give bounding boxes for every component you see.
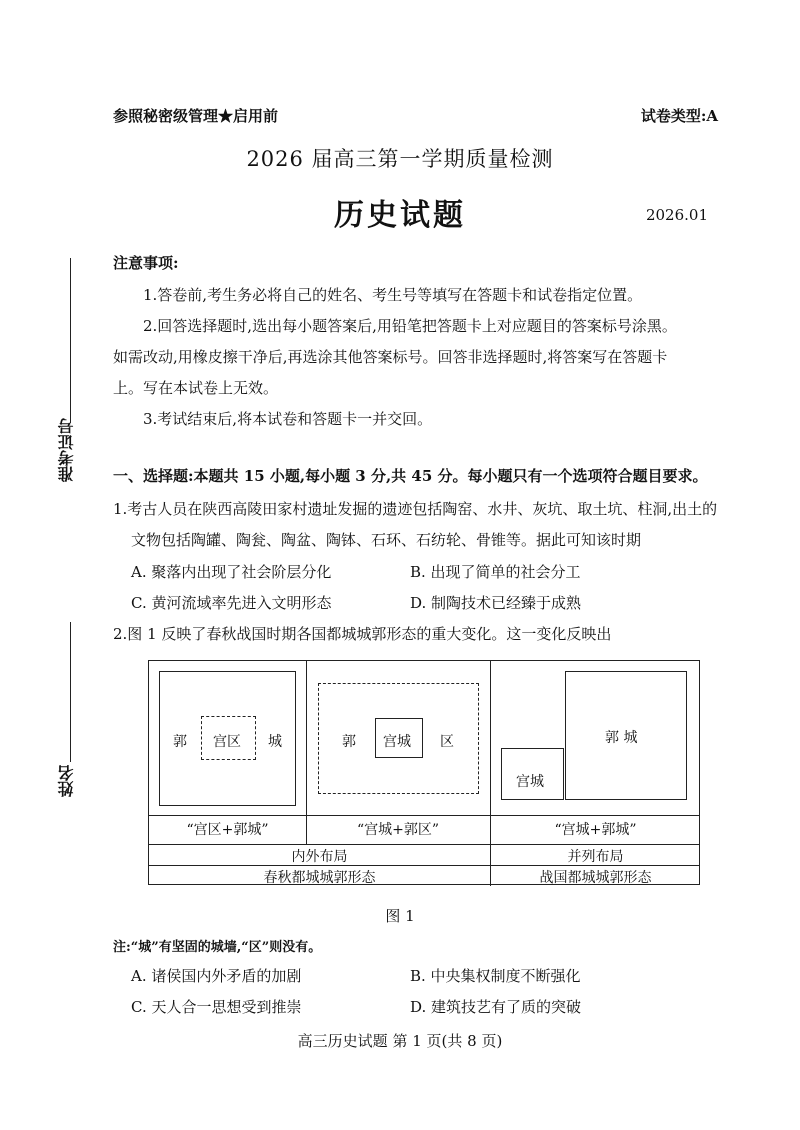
subject-title: 历史试题: [334, 198, 466, 233]
row-divider-1: [149, 815, 699, 816]
ticket-number-line: [70, 258, 71, 423]
layout-parallel: 并列布局: [567, 849, 624, 865]
confidential-label: 参照秘密级管理★启用前: [113, 107, 279, 125]
q2-stem: 2.图 1 反映了春秋战国时期各国都城城郭形态的重大变化。这一变化反映出: [113, 625, 612, 643]
figure-1-city-layouts: [148, 660, 700, 885]
panel1-gongqu: 宫区: [213, 734, 241, 750]
layout-inner-outer: 内外布局: [291, 849, 348, 865]
section-heading: 一、选择题:本题共 15 小题,每小题 3 分,共 45 分。每小题只有一个选项符合题目要求。: [113, 467, 708, 485]
panel3-gongcheng: 宫城: [516, 774, 544, 790]
ticket-number-label: 准考证号: [57, 418, 76, 482]
figure-caption: 图 1: [385, 907, 415, 925]
q1-option-d: D. 制陶技术已经臻于成熟: [410, 594, 582, 612]
label-gongcheng-guocheng: “宫城+郭城”: [554, 822, 637, 838]
page-footer: 高三历史试题 第 1 页(共 8 页): [297, 1032, 503, 1050]
q2-option-c: C. 天人合一思想受到推崇: [131, 998, 302, 1016]
notice-item-2-line-3: 上。写在本试卷上无效。: [113, 379, 279, 397]
label-gongcheng-guoqu: “宫城+郭区”: [356, 822, 440, 838]
era-warring-states: 战国都城城郭形态: [539, 870, 652, 886]
exam-title: 2026 届高三第一学期质量检测: [246, 147, 554, 171]
panel2-guo: 郭: [342, 734, 356, 750]
label-gongqu-guocheng: “宫区+郭城”: [186, 822, 269, 838]
notice-item-2-line-1: 2.回答选择题时,选出每小题答案后,用铅笔把答题卡上对应题目的答案标号涂黑。: [143, 317, 677, 335]
notice-heading: 注意事项:: [113, 254, 179, 272]
exam-date: 2026.01: [645, 206, 708, 224]
panel-divider-1: [306, 661, 307, 844]
notice-item-1: 1.答卷前,考生务必将自己的姓名、考生号等填写在答题卡和试卷指定位置。: [143, 286, 643, 304]
panel2-qu: 区: [440, 734, 454, 750]
name-label: 姓名: [57, 765, 76, 797]
figure-note: 注:“城”有坚固的城墙,“区”则没有。: [113, 940, 322, 955]
q2-option-b: B. 中央集权制度不断强化: [410, 967, 581, 985]
q1-stem-line-1: 1.考古人员在陕西高陵田家村遗址发掘的遗迹包括陶窑、水井、灰坑、取土坑、柱洞,出土的: [113, 500, 718, 518]
q2-option-a: A. 诸侯国内外矛盾的加剧: [131, 967, 302, 985]
notice-item-2-line-2: 如需改动,用橡皮擦干净后,再选涂其他答案标号。回答非选择题时,将答案写在答题卡: [113, 348, 668, 366]
q1-option-a: A. 聚落内出现了社会阶层分化: [131, 563, 332, 581]
q1-stem-line-2: 文物包括陶罐、陶瓮、陶盆、陶钵、石环、石纺轮、骨锥等。据此可知该时期: [131, 531, 642, 549]
panel2-gongcheng: 宫城: [383, 734, 411, 750]
q1-option-b: B. 出现了简单的社会分工: [410, 563, 581, 581]
q1-option-c: C. 黄河流域率先进入文明形态: [131, 594, 332, 612]
panel1-guo: 郭: [173, 734, 187, 750]
name-line: [70, 622, 71, 762]
era-spring-autumn: 春秋都城城郭形态: [263, 870, 376, 886]
row-divider-2: [149, 844, 699, 845]
panel3-guocheng: 郭 城: [605, 730, 638, 746]
q2-option-d: D. 建筑技艺有了质的突破: [410, 998, 582, 1016]
notice-item-3: 3.考试结束后,将本试卷和答题卡一并交回。: [143, 410, 433, 428]
panel1-cheng: 城: [268, 734, 282, 750]
paper-type: 试卷类型:A: [640, 107, 718, 125]
